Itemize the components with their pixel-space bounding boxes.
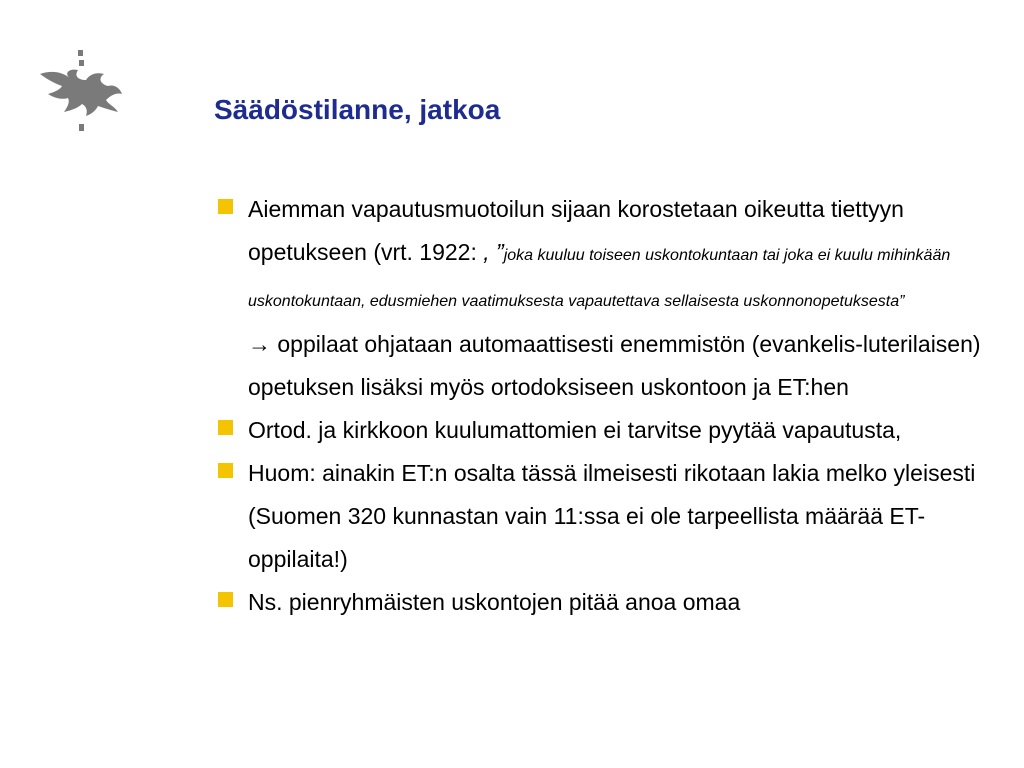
bullet-text: Huom: ainakin ET:n osalta tässä ilmeisesti rikotaan lakia melko yleisesti (Suomen 320 kunnastan vain 11:ssa ei ole tarpeellista määrää ET-oppilaita!): [248, 460, 976, 572]
bullet-square-icon: [218, 463, 233, 478]
bullet-list: [218, 188, 998, 624]
bullet-text-joiner: , ”: [483, 239, 504, 265]
university-logo-icon: [34, 40, 130, 140]
bullet-square-icon: [218, 420, 233, 435]
bullet-square-icon: [218, 592, 233, 607]
bullet-item: [218, 409, 998, 452]
bullet-text: Ns. pienryhmäisten uskontojen pitää anoa omaa: [248, 589, 741, 615]
bullet-text: Ortod. ja kirkkoon kuulumattomien ei tarvitse pyytää vapautusta,: [248, 417, 902, 443]
bullet-item: [218, 452, 998, 581]
slide-title: Säädöstilanne, jatkoa: [214, 94, 501, 125]
bullet-arrow-text: → oppilaat ohjataan automaattisesti enemmistön (evankelis-luterilaisen) opetuksen lisäksi myös ortodoksiseen uskontoon ja ET:hen: [248, 331, 981, 400]
bullet-quote: joka kuuluu toiseen uskontokuntaan tai joka ei kuulu mihinkään uskontokuntaan, edusmiehen vaatimuksesta vapautettava sellaisesta uskonnonopetuksesta”: [248, 247, 951, 310]
bullet-item: [218, 581, 998, 624]
bullet-square-icon: [218, 199, 233, 214]
bullet-item: [218, 188, 998, 409]
bullet-text: Aiemman vapautusmuotoilun sijaan korostetaan oikeutta tiettyyn opetukseen (vrt. 1922:: [248, 196, 904, 265]
